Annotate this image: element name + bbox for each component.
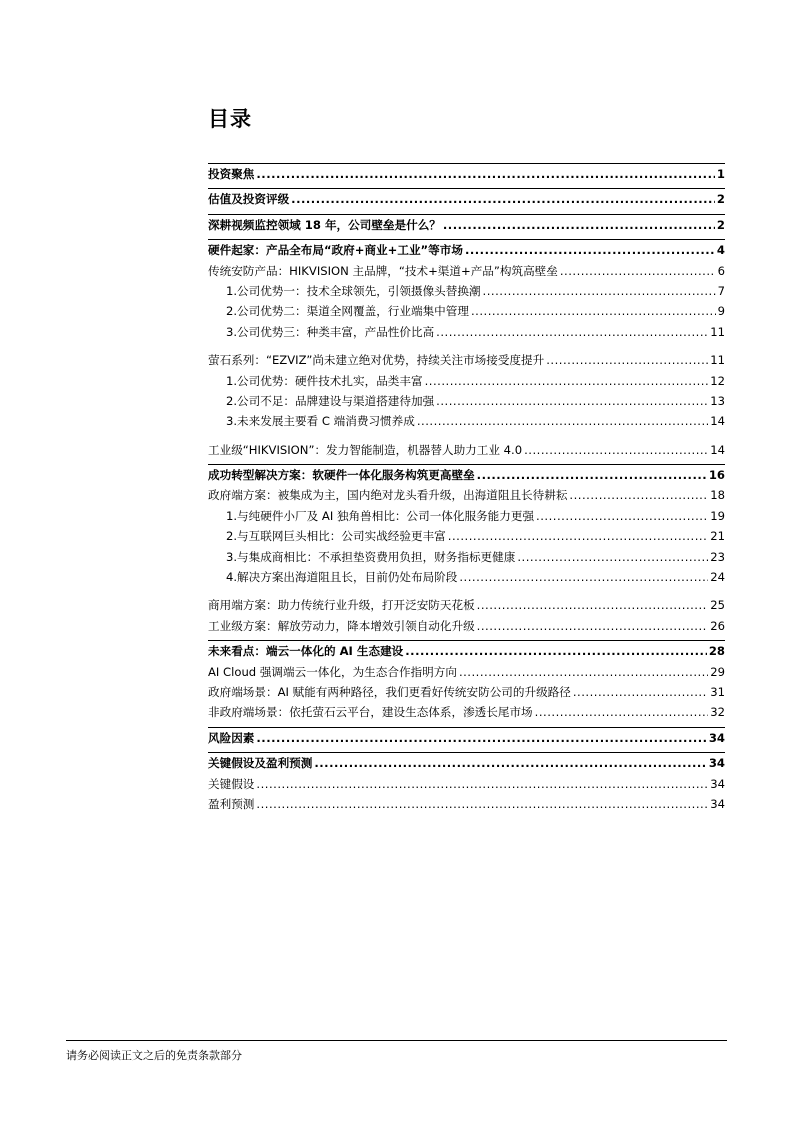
toc-entry-title: 估值及投资评级 — [208, 192, 290, 207]
toc-entry-page: 14 — [710, 442, 725, 457]
toc-entry-title: 3.未来发展主要看 C 端消费习惯养成 — [226, 414, 415, 429]
toc-entry-title: 工业级“HIKVISION”：发力智能制造，机器替人助力工业 4.0 — [208, 442, 523, 457]
toc-entry-page: 24 — [710, 570, 725, 585]
leader-dots — [256, 164, 715, 184]
leader-dots — [256, 794, 708, 814]
toc-entry-title: 盈利预测 — [208, 796, 255, 811]
toc-entry-title: 商用端方案：助力传统行业升级，打开泛安防天花板 — [208, 598, 475, 613]
toc-entry[interactable] — [208, 774, 725, 794]
toc-entry-page: 25 — [710, 598, 725, 613]
leader-dots — [573, 682, 708, 702]
toc-section — [208, 188, 725, 209]
table-of-contents — [208, 163, 725, 814]
toc-entry-page: 7 — [717, 283, 725, 298]
toc-section — [208, 163, 725, 184]
leader-dots — [569, 485, 708, 505]
toc-entry-page: 14 — [710, 414, 725, 429]
toc-entry-page: 2 — [716, 192, 725, 207]
toc-entry-page: 34 — [708, 756, 725, 771]
toc-entry-page: 4 — [716, 243, 725, 258]
toc-entry-page: 19 — [710, 508, 725, 523]
toc-entry-title: 未来看点：端云一体化的 AI 生态建设 — [208, 644, 404, 659]
toc-entry[interactable] — [208, 567, 725, 587]
toc-entry-title: 3.公司优势三：种类丰富，产品性价比高 — [226, 324, 435, 339]
toc-entry[interactable] — [208, 728, 725, 748]
leader-dots — [477, 616, 709, 636]
leader-dots — [536, 506, 708, 526]
toc-entry-title: 2.公司不足：品牌建设与渠道搭建待加强 — [226, 393, 435, 408]
toc-entry[interactable] — [208, 281, 725, 301]
leader-dots — [256, 728, 706, 748]
toc-entry[interactable] — [208, 641, 725, 661]
toc-section — [208, 752, 725, 814]
toc-entry-page: 13 — [710, 393, 725, 408]
toc-entry[interactable] — [208, 465, 725, 485]
leader-dots — [448, 526, 708, 546]
toc-entry-title: 政府端方案：被集成为主，国内绝对龙头看升级，出海道阻且长待耕耘 — [208, 488, 568, 503]
toc-entry-page: 31 — [710, 684, 725, 699]
toc-entry-page: 23 — [710, 549, 725, 564]
toc-section — [208, 239, 725, 460]
leader-dots — [425, 371, 709, 391]
leader-dots — [291, 189, 715, 209]
toc-entry-title: AI Cloud 强调端云一体化，为生态合作指明方向 — [208, 664, 457, 679]
toc-entry-title: 1.公司优势：硬件技术扎实，品类丰富 — [226, 373, 423, 388]
toc-entry-page: 21 — [710, 529, 725, 544]
toc-entry[interactable] — [208, 350, 725, 370]
toc-entry-page: 29 — [710, 664, 725, 679]
toc-entry-title: 投资聚焦 — [208, 167, 255, 181]
toc-entry-page: 2 — [716, 217, 725, 232]
toc-entry-page: 28 — [708, 644, 725, 659]
toc-entry[interactable] — [208, 371, 725, 391]
toc-entry[interactable] — [208, 322, 725, 342]
toc-entry[interactable] — [208, 164, 725, 184]
toc-entry[interactable] — [208, 485, 725, 505]
leader-dots — [436, 391, 708, 411]
leader-dots — [256, 774, 708, 794]
page-title: 目录 — [208, 107, 252, 131]
toc-entry-title: 工业级方案：解放劳动力，降本增效引领自动化升级 — [208, 618, 475, 633]
leader-dots — [477, 465, 707, 485]
toc-section — [208, 640, 725, 723]
toc-entry-title: 4.解决方案出海道阻且长，目前仍处布局阶段 — [226, 570, 458, 585]
toc-entry-title: 非政府端场景：依托萤石云平台，建设生态体系，渗透长尾市场 — [208, 705, 533, 720]
toc-entry-title: 1.公司优势一：技术全球领先，引领摄像头替换潮 — [226, 283, 481, 298]
leader-dots — [477, 595, 709, 615]
leader-dots — [517, 547, 708, 567]
leader-dots — [465, 240, 715, 260]
toc-entry[interactable] — [208, 794, 725, 814]
toc-entry[interactable] — [208, 662, 725, 682]
toc-entry-title: 3.与集成商相比：不承担垫资费用负担，财务指标更健康 — [226, 549, 516, 564]
leader-dots — [546, 350, 708, 370]
leader-dots — [560, 261, 716, 281]
toc-entry-page: 34 — [708, 730, 725, 745]
toc-entry-page: 34 — [710, 796, 725, 811]
footer-disclaimer: 请务必阅读正文之后的免责条款部分 — [66, 1049, 242, 1062]
leader-dots — [483, 281, 716, 301]
toc-entry[interactable] — [208, 506, 725, 526]
toc-entry-page: 6 — [717, 263, 725, 278]
toc-entry-page: 26 — [710, 618, 725, 633]
toc-entry-page: 12 — [710, 373, 725, 388]
leader-dots — [436, 322, 708, 342]
toc-section — [208, 727, 725, 748]
toc-section — [208, 464, 725, 636]
toc-entry[interactable] — [208, 753, 725, 773]
toc-entry-title: 政府端场景：AI 赋能有两种路径，我们更看好传统安防公司的升级路径 — [208, 684, 571, 699]
toc-entry[interactable] — [208, 391, 725, 411]
toc-entry[interactable] — [208, 261, 725, 281]
toc-entry[interactable] — [208, 595, 725, 615]
toc-section — [208, 214, 725, 235]
toc-entry[interactable] — [208, 616, 725, 636]
leader-dots — [459, 567, 708, 587]
footer-divider — [66, 1040, 727, 1041]
toc-entry[interactable] — [208, 240, 725, 260]
toc-entry-title: 硬件起家：产品全布局“政府+商业+工业”等市场 — [208, 243, 463, 258]
toc-entry-title: 2.与互联网巨头相比：公司实战经验更丰富 — [226, 529, 446, 544]
toc-entry-title: 2.公司优势二：渠道全网覆盖，行业端集中管理 — [226, 304, 469, 319]
toc-entry[interactable] — [208, 411, 725, 431]
toc-entry-page: 11 — [710, 353, 725, 368]
toc-entry[interactable] — [208, 215, 725, 235]
toc-entry[interactable] — [208, 301, 725, 321]
toc-entry[interactable] — [208, 682, 725, 702]
leader-dots — [314, 753, 707, 773]
toc-entry-title: 深耕视频监控领域 18 年，公司壁垒是什么？ — [208, 217, 441, 232]
leader-dots — [471, 301, 716, 321]
toc-entry-title: 成功转型解决方案：软硬件一体化服务构筑更高壁垒 — [208, 468, 475, 483]
leader-dots — [535, 702, 709, 722]
toc-entry-title: 萤石系列：“EZVIZ”尚未建立绝对优势，持续关注市场接受度提升 — [208, 353, 545, 368]
toc-entry-page: 18 — [710, 488, 725, 503]
toc-entry-title: 风险因素 — [208, 730, 255, 745]
toc-entry[interactable] — [208, 547, 725, 567]
toc-entry[interactable] — [208, 440, 725, 460]
toc-entry[interactable] — [208, 526, 725, 546]
leader-dots — [417, 411, 708, 431]
toc-entry-title: 传统安防产品：HIKVISION 主品牌，“技术+渠道+产品”构筑高壁垒 — [208, 263, 558, 278]
toc-entry-page: 9 — [717, 304, 725, 319]
toc-entry-title: 关键假设及盈利预测 — [208, 756, 313, 771]
toc-entry-page: 11 — [710, 324, 725, 339]
leader-dots — [524, 440, 708, 460]
leader-dots — [405, 641, 707, 661]
toc-entry-page: 16 — [708, 468, 725, 483]
toc-entry-page: 1 — [716, 167, 725, 181]
leader-dots — [443, 215, 715, 235]
leader-dots — [459, 662, 708, 682]
toc-entry-title: 关键假设 — [208, 776, 255, 791]
toc-entry-page: 32 — [710, 705, 725, 720]
toc-entry-page: 34 — [710, 776, 725, 791]
toc-entry[interactable] — [208, 189, 725, 209]
toc-entry[interactable] — [208, 702, 725, 722]
toc-entry-title: 1.与纯硬件小厂及 AI 独角兽相比：公司一体化服务能力更强 — [226, 508, 535, 523]
